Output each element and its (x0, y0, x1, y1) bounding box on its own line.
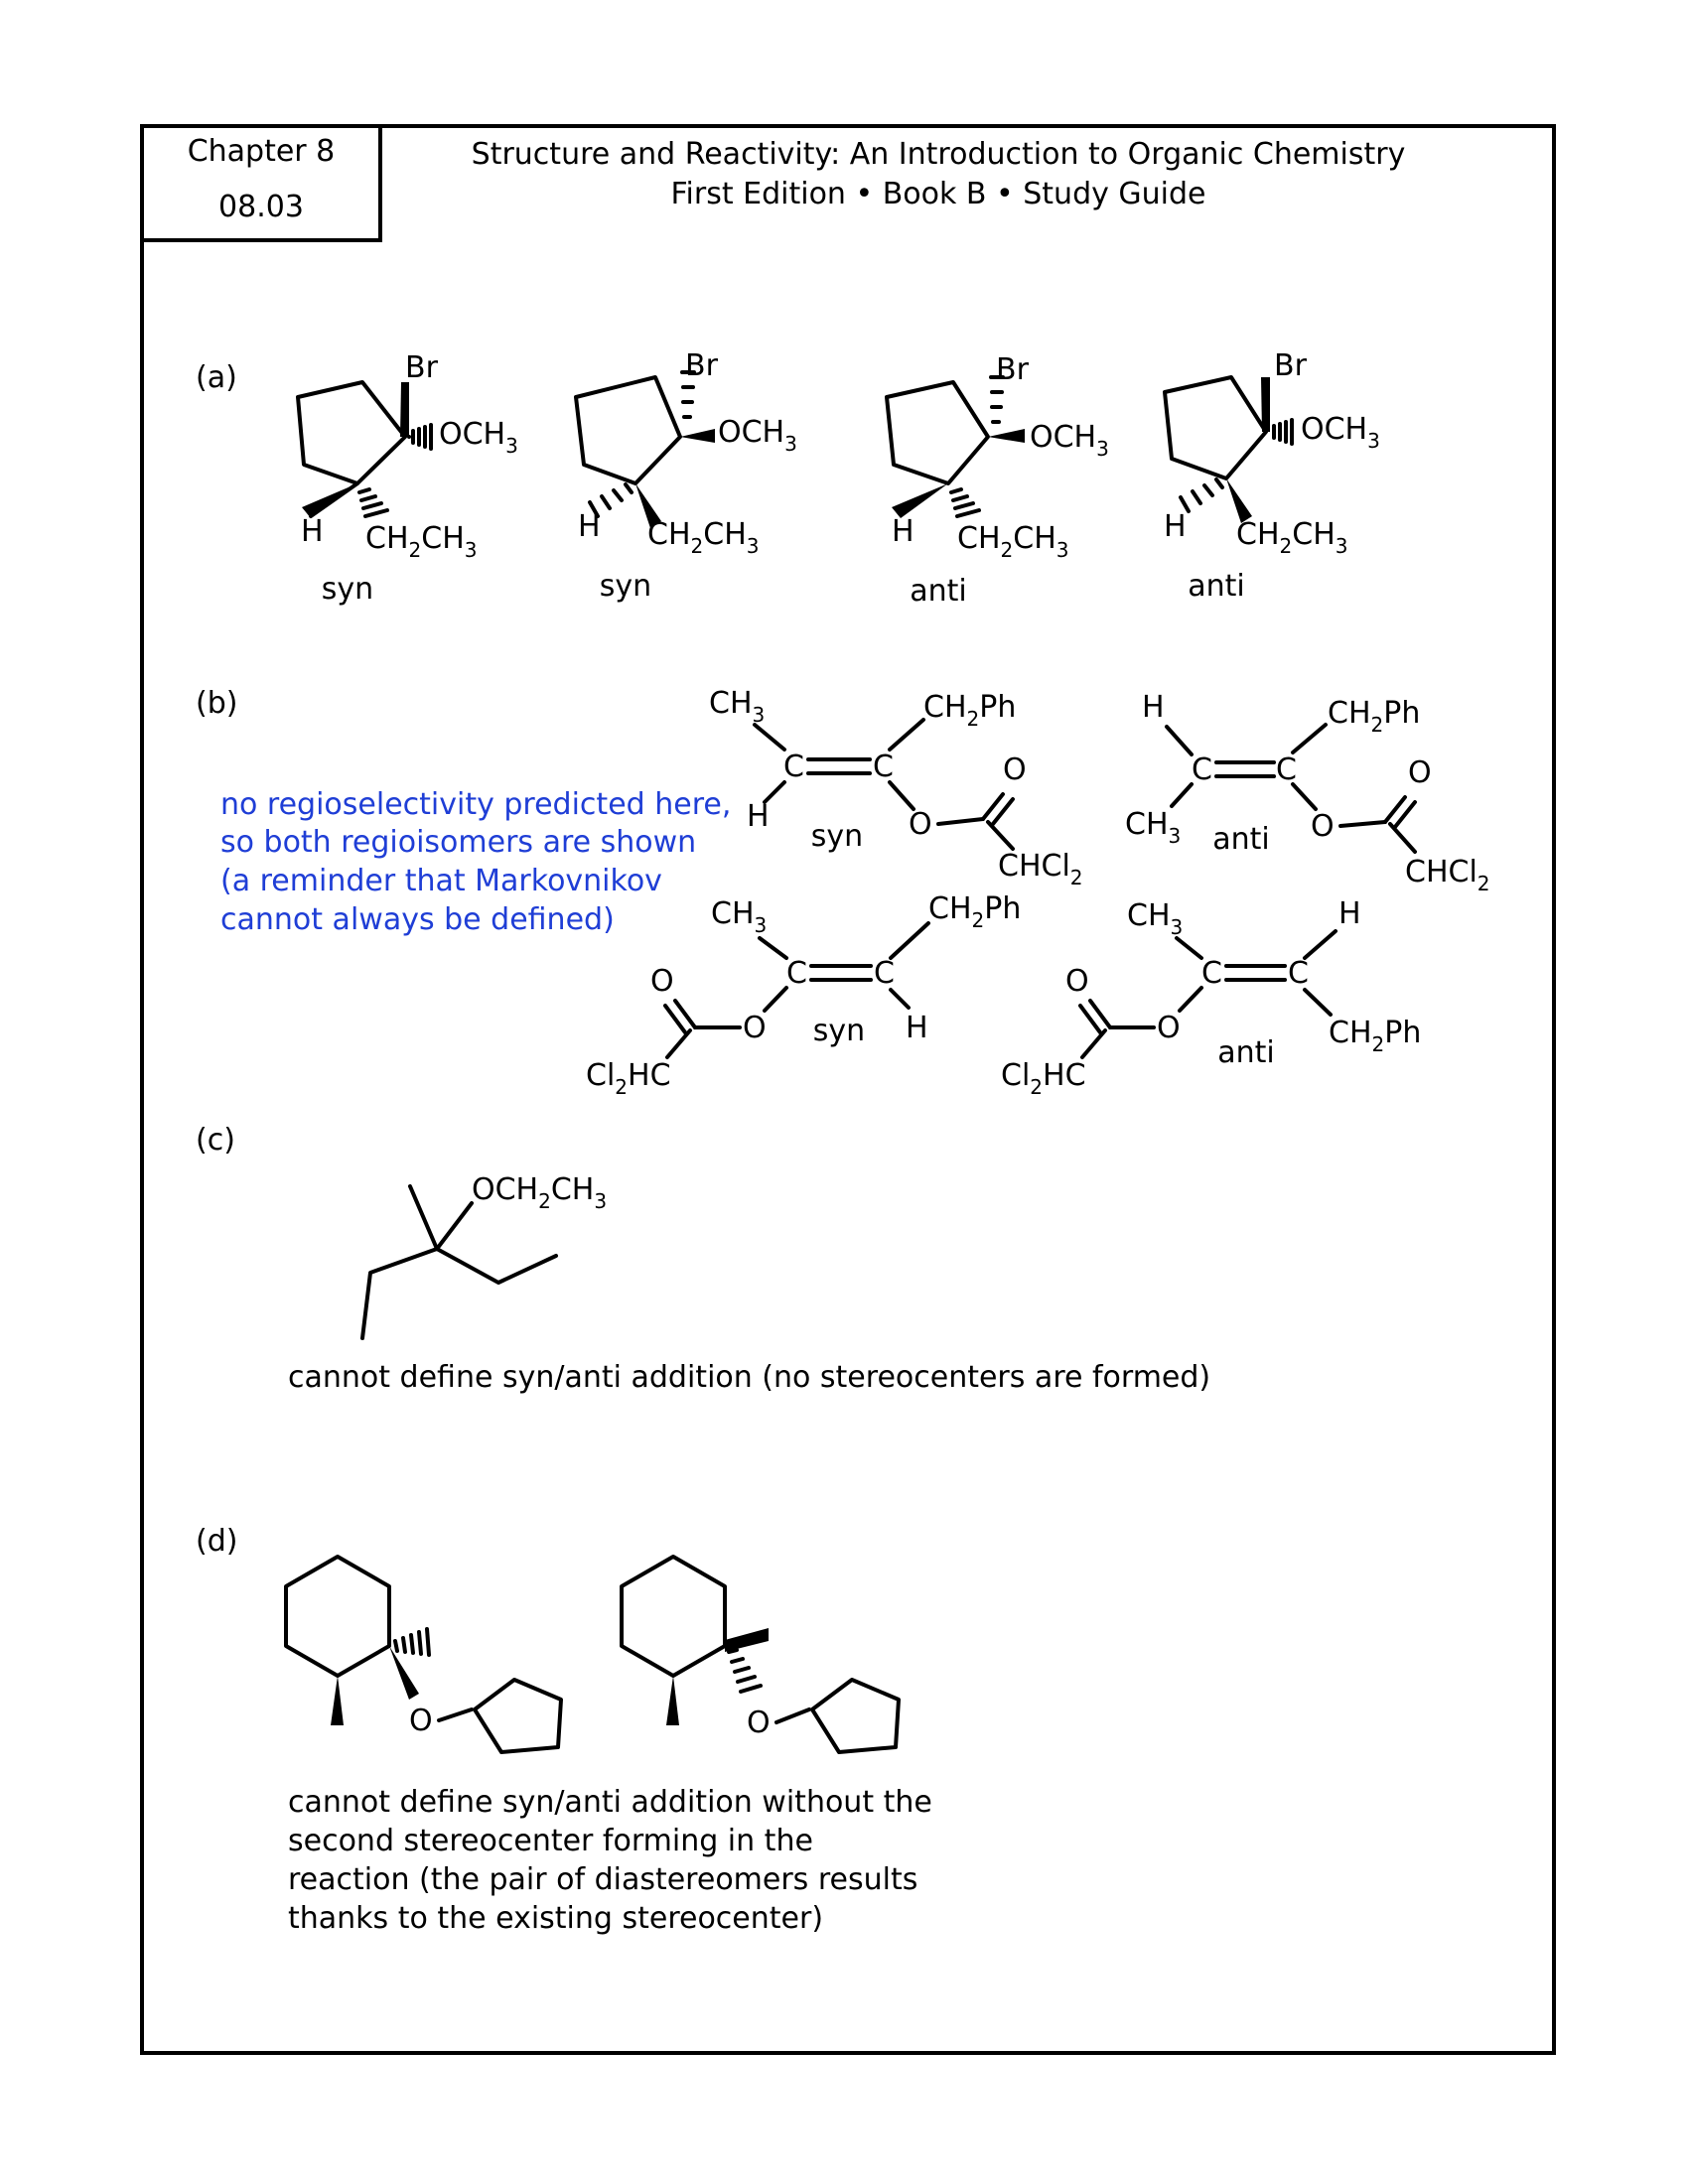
book-subtitle: First Edition • Book B • Study Guide (670, 177, 1206, 211)
caption: syn (599, 569, 652, 604)
chapter-code: 08.03 (218, 190, 304, 224)
part-a-structure-1 (298, 350, 518, 607)
atom-h: H (892, 514, 914, 549)
atom-ch2ph: $CH_2Ph$ (923, 690, 1017, 731)
part-a-label: (a) (196, 360, 237, 395)
atom-chcl2: CHCl$_2$ (1405, 855, 1490, 895)
atom-h: H (578, 509, 601, 544)
atom-h: H (1338, 896, 1361, 931)
note-line: second stereocenter forming in the (288, 1824, 813, 1858)
book-title: Structure and Reactivity: An Introduction to Organic Chemistry (471, 137, 1406, 172)
caption: anti (1188, 569, 1245, 604)
atom-oethyl: $OCH_2CH_3$ (472, 1172, 608, 1213)
atom-br: Br (685, 348, 718, 383)
atom-ch2ph: $CH_2Ph$ (928, 891, 1022, 932)
caption: anti (1217, 1035, 1275, 1070)
part-b-structure-4 (1001, 896, 1421, 1099)
note-line: thanks to the existing stereocenter) (288, 1901, 824, 1936)
part-d-note (288, 1785, 932, 1936)
atom-och3: $OCH_3$ (1030, 420, 1109, 461)
atom-c: C (1192, 752, 1212, 787)
note-line: no regioselectivity predicted here, (220, 787, 732, 822)
atom-c: C (786, 956, 807, 991)
atom-h: H (747, 799, 770, 834)
atom-o: O (909, 807, 932, 842)
atom-ethyl: $CH_2CH_3$ (365, 521, 478, 562)
atom-o: O (1065, 964, 1089, 999)
atom-h: H (906, 1011, 928, 1045)
part-a-structure-3 (887, 352, 1109, 609)
atom-br: Br (405, 350, 438, 385)
note-line: (a reminder that Markovnikov (220, 864, 662, 898)
atom-o: O (1003, 752, 1027, 787)
atom-ch2ph: $CH_2Ph$ (1328, 696, 1421, 737)
part-b-note (220, 787, 731, 937)
atom-cl2hc: $Cl_2HC$ (586, 1058, 671, 1099)
atom-br: Br (1274, 348, 1307, 383)
part-d-structure-1 (286, 1557, 561, 1752)
part-b-structure-2 (1125, 690, 1490, 895)
part-a-structure-2 (576, 348, 797, 604)
atom-c: C (1288, 956, 1309, 991)
caption: syn (810, 819, 864, 854)
part-d-structure-2 (622, 1557, 899, 1752)
atom-o: O (1311, 809, 1335, 844)
caption: syn (812, 1014, 866, 1048)
atom-o: O (650, 964, 674, 999)
caption: anti (910, 574, 967, 609)
part-a-structure-4 (1164, 348, 1380, 604)
atom-ch2ph: $CH_2Ph$ (1329, 1016, 1422, 1056)
atom-ethyl: $CH_2CH_3$ (957, 521, 1069, 562)
note-line: cannot define syn/anti addition without the (288, 1785, 932, 1820)
note-line: so both regioisomers are shown (220, 825, 697, 860)
atom-och3: $OCH_3$ (1301, 412, 1380, 453)
atom-h: H (301, 514, 324, 549)
atom-chcl2: CHCl$_2$ (998, 849, 1083, 889)
atom-c: C (783, 750, 804, 784)
atom-o: O (1157, 1011, 1181, 1045)
note-line: reaction (the pair of diastereomers results (288, 1862, 918, 1897)
atom-o: O (409, 1704, 433, 1738)
atom-c: C (874, 956, 895, 991)
part-b-structure-1 (709, 686, 1083, 889)
atom-o: O (743, 1011, 767, 1045)
part-b-label: (b) (196, 686, 238, 721)
caption: syn (321, 572, 374, 607)
atom-ethyl: $CH_2CH_3$ (647, 517, 760, 558)
atom-o: O (747, 1706, 771, 1740)
atom-ch3: $CH_3$ (1125, 807, 1182, 848)
atom-cl2hc: $Cl_2HC$ (1001, 1058, 1086, 1099)
note-line: cannot always be defined) (220, 902, 615, 937)
atom-h: H (1142, 690, 1165, 725)
atom-ch3: $CH_3$ (1127, 898, 1184, 939)
atom-ch3: $CH_3$ (709, 686, 766, 727)
atom-och3: $OCH_3$ (718, 415, 797, 456)
part-d-label: (d) (196, 1524, 238, 1559)
atom-och3: $OCH_3$ (439, 417, 518, 458)
atom-c: C (873, 750, 894, 784)
chapter-label: Chapter 8 (187, 134, 336, 169)
part-c-structure (362, 1172, 607, 1338)
part-c-note: cannot define syn/anti addition (no stereocenters are formed) (288, 1360, 1211, 1395)
atom-br: Br (996, 352, 1029, 387)
atom-c: C (1201, 956, 1222, 991)
caption: anti (1212, 822, 1270, 857)
atom-h: H (1164, 509, 1187, 544)
part-b-structure-3 (586, 891, 1021, 1099)
part-c-label: (c) (196, 1123, 235, 1158)
atom-o: O (1408, 755, 1432, 790)
atom-ethyl: $CH_2CH_3$ (1236, 517, 1348, 558)
atom-c: C (1276, 752, 1297, 787)
atom-ch3: $CH_3$ (711, 896, 768, 937)
